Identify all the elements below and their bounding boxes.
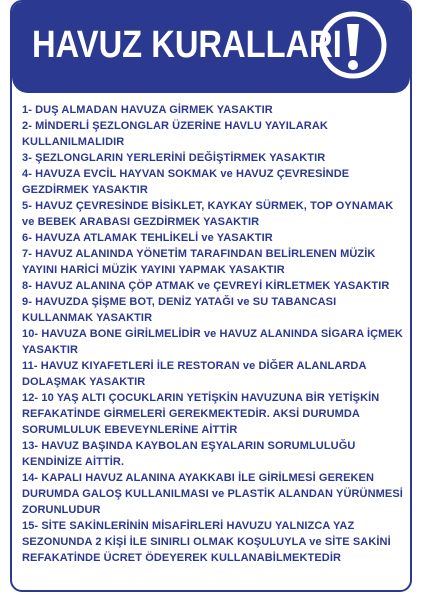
rule-item: 13- HAVUZ BAŞINDA KAYBOLAN EŞYALARIN SORUMLULUĞU KENDİNİZE AİTTİR. — [22, 440, 356, 468]
rule-item: 6- HAVUZA ATLAMAK TEHLİKELİ ve YASAKTIR — [22, 232, 273, 244]
rule-item: 5- HAVUZ ÇEVRESİNDE BİSİKLET, KAYKAY SÜRMEK, TOP OYNAMAK ve BEBEK ARABASI GEZDİRMEK YASAKTIR — [22, 200, 394, 228]
rule-item: 11- HAVUZ KIYAFETLERİ İLE RESTORAN ve DİĞER ALANLARDA DOLAŞMAK YASAKTIR — [22, 360, 367, 388]
pool-rules-sign — [10, 0, 412, 592]
rule-item: 14- KAPALI HAVUZ ALANINA AYAKKABI İLE GİRİLMESİ GEREKEN DURUMDA GALOŞ KULLANILMASI ve PLASTİK ALANDAN YÜRÜNMESİ ZORUNLUDUR — [22, 472, 403, 516]
rule-item: 15- SİTE SAKİNLERİNİN MİSAFİRLERİ HAVUZU YALNIZCA YAZ SEZONUNDA 2 KİŞİ İLE SINIRLI OLMAK KOŞULUYLA ve SİTE SAKİNİ REFAKATİNDE ÜCRET ÖDEYEREK KULLANABİLMEKTEDİR — [22, 520, 391, 564]
rule-item: 2- MİNDERLİ ŞEZLONGLAR ÜZERİNE HAVLU YAYILARAK KULLANILMALIDIR — [22, 120, 328, 148]
rule-item: 10- HAVUZA BONE GİRİLMELİDİR ve HAVUZ ALANINDA SİGARA İÇMEK YASAKTIR — [22, 328, 403, 356]
rule-item: 12- 10 YAŞ ALTI ÇOCUKLARIN YETİŞKİN HAVUZUNA BİR YETİŞKİN REFAKATİNDE GİRMELERİ GEREKMEKTEDİR. AKSİ DURUMDA SORUMLULUK EBEVEYNLERİNE AİTTİR — [22, 392, 380, 436]
rule-item: 1- DUŞ ALMADAN HAVUZA GİRMEK YASAKTIR — [22, 104, 273, 116]
rule-item: 8- HAVUZ ALANINA ÇÖP ATMAK ve ÇEVREYİ KİRLETMEK YASAKTIR — [22, 280, 390, 292]
rule-item: 4- HAVUZA EVCİL HAYVAN SOKMAK ve HAVUZ ÇEVRESİNDE GEZDİRMEK YASAKTIR — [22, 168, 350, 196]
sign-title: HAVUZ KURALLARI — [32, 24, 342, 66]
rules-list — [22, 102, 406, 566]
exclamation-circle-icon — [318, 10, 388, 80]
rule-item: 7- HAVUZ ALANINDA YÖNETİM TARAFINDAN BELİRLENEN MÜZİK YAYINI HARİCİ MÜZİK YAYINI YAPMAK YASAKTIR — [22, 248, 376, 276]
rule-item: 3- ŞEZLONGLARIN YERLERİNİ DEĞİŞTİRMEK YASAKTIR — [22, 152, 326, 164]
rule-item: 9- HAVUZDA ŞİŞME BOT, DENİZ YATAĞI ve SU TABANCASI KULLANMAK YASAKTIR — [22, 296, 337, 324]
sign-header — [12, 2, 410, 93]
